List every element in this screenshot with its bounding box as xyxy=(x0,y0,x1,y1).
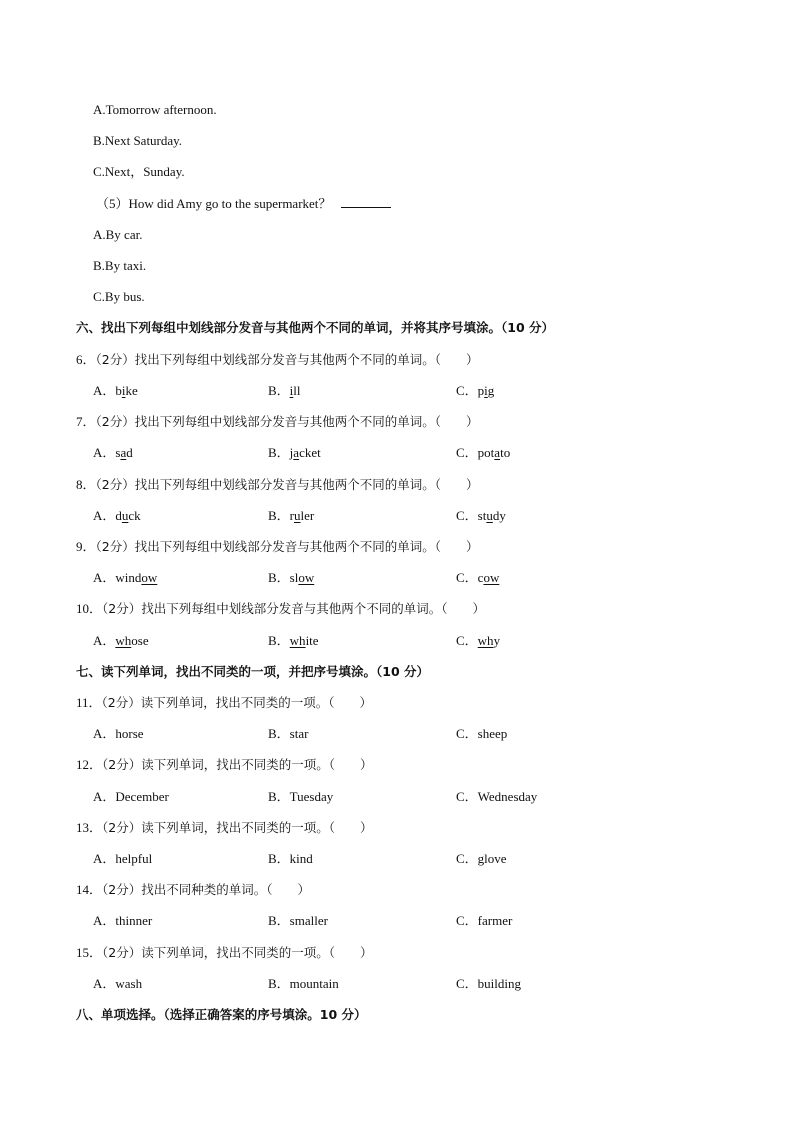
word-part: ite xyxy=(305,633,319,648)
sub-question-text: （5）How did Amy go to the supermarket？ xyxy=(96,196,332,211)
word-part: j xyxy=(289,445,294,460)
underlined-part: a xyxy=(494,445,501,460)
option-text: B.By taxi. xyxy=(93,258,147,273)
option-c[interactable] xyxy=(456,632,500,650)
word-part: ck xyxy=(128,508,141,523)
question-12 xyxy=(76,756,372,774)
word-part: st xyxy=(477,508,487,523)
option-c[interactable]: C．glove xyxy=(456,851,507,866)
word-part: cket xyxy=(299,445,321,460)
question-number: 13． xyxy=(76,820,103,835)
option-label: A． xyxy=(93,570,116,585)
option-label: C． xyxy=(456,508,478,523)
sub-question-5 xyxy=(96,195,391,213)
word-part: d xyxy=(126,445,133,460)
word-part: ke xyxy=(125,383,138,398)
option-label: B． xyxy=(268,445,290,460)
underlined-part: i xyxy=(484,383,488,398)
option-c[interactable]: C．sheep xyxy=(456,726,508,741)
question-number: 12． xyxy=(76,757,103,772)
option-a[interactable]: A．helpful xyxy=(93,851,153,866)
underlined-part: wh xyxy=(477,633,494,648)
word-part: sl xyxy=(289,570,299,585)
option-c[interactable] xyxy=(456,444,510,462)
underlined-part: ow xyxy=(298,570,315,585)
question-number: 9． xyxy=(76,539,96,554)
options-row xyxy=(93,725,613,743)
option-a[interactable]: A．wash xyxy=(93,976,143,991)
option-a[interactable]: A．horse xyxy=(93,726,144,741)
question-prompt: （2分）找出下列每组中划线部分发音与其他两个不同的单词。（ ） xyxy=(95,477,479,492)
option-c[interactable] xyxy=(456,382,494,400)
word-part: pot xyxy=(477,445,495,460)
question-prompt: （2分）找出不同种类的单词。（ ） xyxy=(102,882,310,897)
question-6 xyxy=(76,351,478,369)
option-b[interactable] xyxy=(268,444,321,462)
option-a[interactable] xyxy=(93,569,157,587)
option-b[interactable] xyxy=(268,632,319,650)
question-7 xyxy=(76,413,478,431)
option-text: C.By bus. xyxy=(93,289,145,304)
question-number: 6． xyxy=(76,352,96,367)
option-b[interactable]: B．mountain xyxy=(268,976,339,991)
underlined-part: a xyxy=(293,445,300,460)
question-number: 10． xyxy=(76,601,103,616)
underlined-part: u xyxy=(121,508,129,523)
question-14 xyxy=(76,881,310,899)
word-part: d xyxy=(115,508,122,523)
option-b[interactable] xyxy=(268,507,314,525)
option-label: B． xyxy=(268,633,290,648)
question-prompt: （2分）找出下列每组中划线部分发音与其他两个不同的单词。（ ） xyxy=(102,601,485,616)
word-part: wind xyxy=(115,570,142,585)
question-prompt: （2分）读下列单词，找出不同类的一项。（ ） xyxy=(102,820,373,835)
underlined-part: u xyxy=(486,508,493,523)
question-number: 11． xyxy=(76,695,102,710)
option-text: B.Next Saturday. xyxy=(93,133,183,148)
options-row xyxy=(93,850,613,868)
word-part: g xyxy=(487,383,495,398)
options-row xyxy=(93,912,613,930)
option-c[interactable] xyxy=(456,569,499,587)
option-a[interactable] xyxy=(93,507,141,525)
question-13 xyxy=(76,819,372,837)
option-label: C． xyxy=(456,383,478,398)
option-b[interactable]: B．star xyxy=(268,726,309,741)
word-part: dy xyxy=(492,508,506,523)
options-row xyxy=(93,975,613,993)
word-part: r xyxy=(289,508,295,523)
section-heading-7: 七、读下列单词，找出不同类的一项，并把序号填涂。（10 分） xyxy=(76,664,429,679)
underlined-part: u xyxy=(294,508,301,523)
options-row xyxy=(93,382,613,400)
question-prompt: （2分）读下列单词，找出不同类的一项。（ ） xyxy=(101,695,372,710)
option-label: A． xyxy=(93,383,116,398)
question-number: 7． xyxy=(76,414,96,429)
option-text: A.Tomorrow afternoon. xyxy=(93,102,217,117)
underlined-part: i xyxy=(289,383,294,398)
option-b[interactable]: B．kind xyxy=(268,851,313,866)
underlined-part: ow xyxy=(141,570,158,585)
option-label: C． xyxy=(456,445,478,460)
underlined-part: ow xyxy=(483,570,500,585)
question-number: 8． xyxy=(76,477,96,492)
word-part: s xyxy=(115,445,121,460)
underlined-part: a xyxy=(120,445,127,460)
option-label: A． xyxy=(93,508,116,523)
option-label: B． xyxy=(268,508,290,523)
underlined-part: wh xyxy=(115,633,132,648)
option-a[interactable]: A．December xyxy=(93,789,169,804)
option-b[interactable]: B．smaller xyxy=(268,913,328,928)
option-label: B． xyxy=(268,383,290,398)
question-number: 15． xyxy=(76,945,103,960)
options-row xyxy=(93,507,613,525)
question-prompt: （2分）找出下列每组中划线部分发音与其他两个不同的单词。（ ） xyxy=(95,539,479,554)
word-part: ose xyxy=(131,633,149,648)
answer-blank[interactable] xyxy=(341,195,391,208)
word-part: ler xyxy=(300,508,315,523)
question-number: 14． xyxy=(76,882,103,897)
option-a[interactable]: A．thinner xyxy=(93,913,153,928)
option-a[interactable] xyxy=(93,632,149,650)
question-11 xyxy=(76,694,372,712)
question-10 xyxy=(76,600,485,618)
options-row xyxy=(93,632,613,650)
section-heading-6: 六、找出下列每组中划线部分发音与其他两个不同的单词，并将其序号填涂。（10 分） xyxy=(76,320,554,335)
word-part: p xyxy=(477,383,485,398)
option-label: A． xyxy=(93,445,116,460)
question-prompt: （2分）读下列单词，找出不同类的一项。（ ） xyxy=(102,757,373,772)
options-row xyxy=(93,569,613,587)
word-part: y xyxy=(493,633,501,648)
underlined-part: i xyxy=(121,383,126,398)
option-label: B． xyxy=(268,570,290,585)
question-9 xyxy=(76,538,478,556)
option-text: A.By car. xyxy=(93,227,143,242)
question-8 xyxy=(76,476,478,494)
option-label: C． xyxy=(456,570,478,585)
question-15 xyxy=(76,944,372,962)
option-label: A． xyxy=(93,633,116,648)
word-part: ll xyxy=(293,383,301,398)
section-heading-8: 八、单项选择。（选择正确答案的序号填涂。10 分） xyxy=(76,1007,367,1022)
option-b[interactable] xyxy=(268,569,314,587)
option-label: C． xyxy=(456,633,478,648)
option-c[interactable]: C．building xyxy=(456,976,522,991)
underlined-part: wh xyxy=(289,633,306,648)
question-prompt: （2分）读下列单词，找出不同类的一项。（ ） xyxy=(102,945,373,960)
option-c[interactable]: C．Wednesday xyxy=(456,789,538,804)
option-a[interactable] xyxy=(93,444,133,462)
option-b[interactable]: B．Tuesday xyxy=(268,789,334,804)
option-b[interactable] xyxy=(268,382,301,400)
question-prompt: （2分）找出下列每组中划线部分发音与其他两个不同的单词。（ ） xyxy=(95,352,479,367)
word-part: to xyxy=(500,445,511,460)
option-c[interactable]: C．farmer xyxy=(456,913,513,928)
word-part: b xyxy=(115,383,122,398)
options-row xyxy=(93,444,613,462)
word-part: c xyxy=(477,570,484,585)
question-prompt: （2分）找出下列每组中划线部分发音与其他两个不同的单词。（ ） xyxy=(95,414,479,429)
option-a[interactable] xyxy=(93,382,138,400)
options-row xyxy=(93,788,613,806)
option-c[interactable] xyxy=(456,507,506,525)
option-text: C.Next，Sunday. xyxy=(93,164,185,179)
